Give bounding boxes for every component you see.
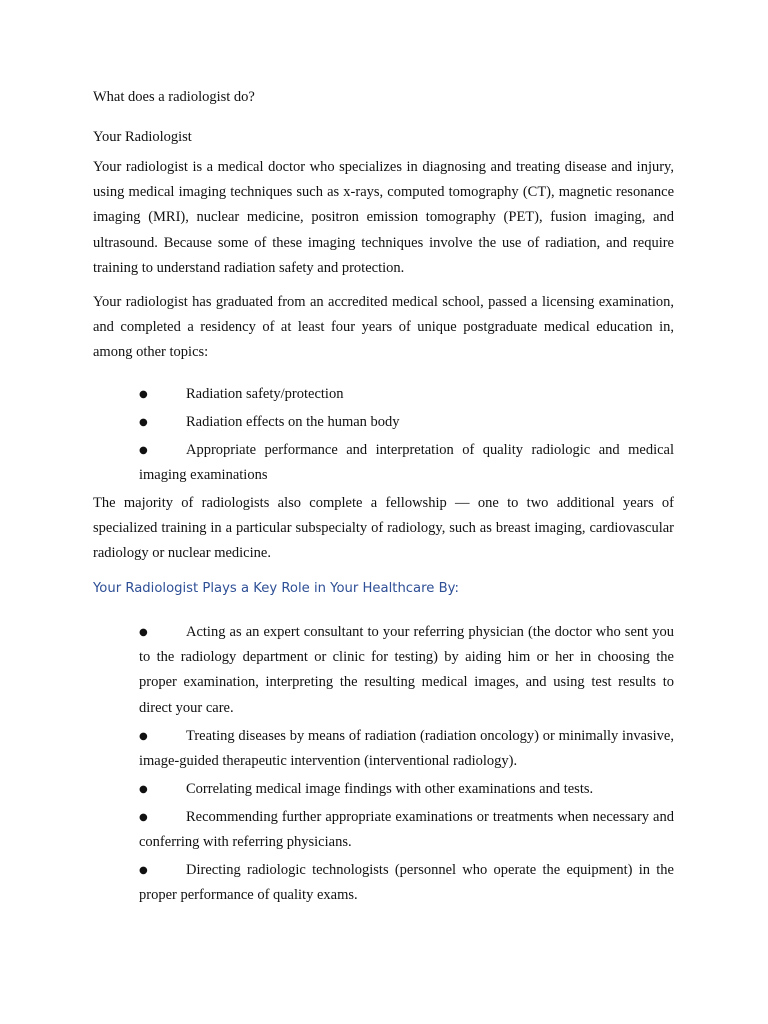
bullet-icon: ● — [139, 417, 148, 428]
list-item-text: Treating diseases by means of radiation (radiation oncology) or minimally invasive, image-guided therapeutic intervention (interventional radiology). — [139, 727, 674, 769]
key-role-list — [139, 620, 674, 911]
list-item-text: Appropriate performance and interpretation of quality radiologic and medical imaging examinations — [139, 442, 674, 484]
list-item — [139, 777, 674, 802]
list-item — [139, 858, 674, 908]
list-item-text: Acting as an expert consultant to your referring physician (the doctor who sent you to the radiology department or clinic for testing) by aiding him or her in choosing the proper examination, interpreting the resulting medical images, and using test results to direct your care. — [139, 624, 674, 716]
list-item — [139, 805, 674, 855]
list-item-text: Radiation safety/protection — [186, 386, 344, 402]
bullet-icon: ● — [139, 730, 148, 742]
training-topics-list — [139, 382, 674, 491]
paragraph-fellowship: The majority of radiologists also complete a fellowship — one to two additional years of specialized training in a particular subspecialty of radiology, such as breast imaging, cardiovascular radiology or nuclear medicine. — [93, 495, 674, 562]
bullet-icon: ● — [139, 389, 148, 400]
bullet-icon: ● — [139, 783, 148, 795]
list-item — [139, 382, 674, 407]
list-item-text: Directing radiologic technologists (personnel who operate the equipment) in the proper performance of quality exams. — [139, 862, 674, 904]
paragraph-training: Your radiologist has graduated from an accredited medical school, passed a licensing examination, and completed a residency of at least four years of unique postgraduate medical education in, among other topics: — [93, 294, 674, 361]
list-item-text: Radiation effects on the human body — [186, 414, 400, 430]
list-item — [139, 410, 674, 435]
bullet-icon: ● — [139, 627, 148, 638]
list-item — [139, 620, 674, 721]
bullet-icon: ● — [139, 445, 148, 456]
bullet-icon: ● — [139, 865, 148, 877]
bullet-icon: ● — [139, 811, 148, 823]
section-title: Your Radiologist — [93, 129, 192, 145]
list-item-text: Recommending further appropriate examinations or treatments when necessary and conferring with referring physicians. — [139, 808, 674, 851]
list-item — [139, 438, 674, 488]
section-heading-key-role: Your Radiologist Plays a Key Role in Your Healthcare By: — [93, 581, 459, 596]
document-title: What does a radiologist do? — [93, 89, 255, 105]
paragraph-intro: Your radiologist is a medical doctor who specializes in diagnosing and treating disease and injury, using medical imaging techniques such as x-rays, computed tomography (CT), magnetic resonance imaging (MRI), nuclear medicine, positron emission tomography (PET), fusion imaging, and ultrasound. Because some of these imaging techniques involve the use of radiation, and require training to understand radiation safety and protection. — [93, 159, 674, 276]
list-item-text: Correlating medical image findings with other examinations and tests. — [186, 780, 594, 797]
list-item — [139, 724, 674, 774]
